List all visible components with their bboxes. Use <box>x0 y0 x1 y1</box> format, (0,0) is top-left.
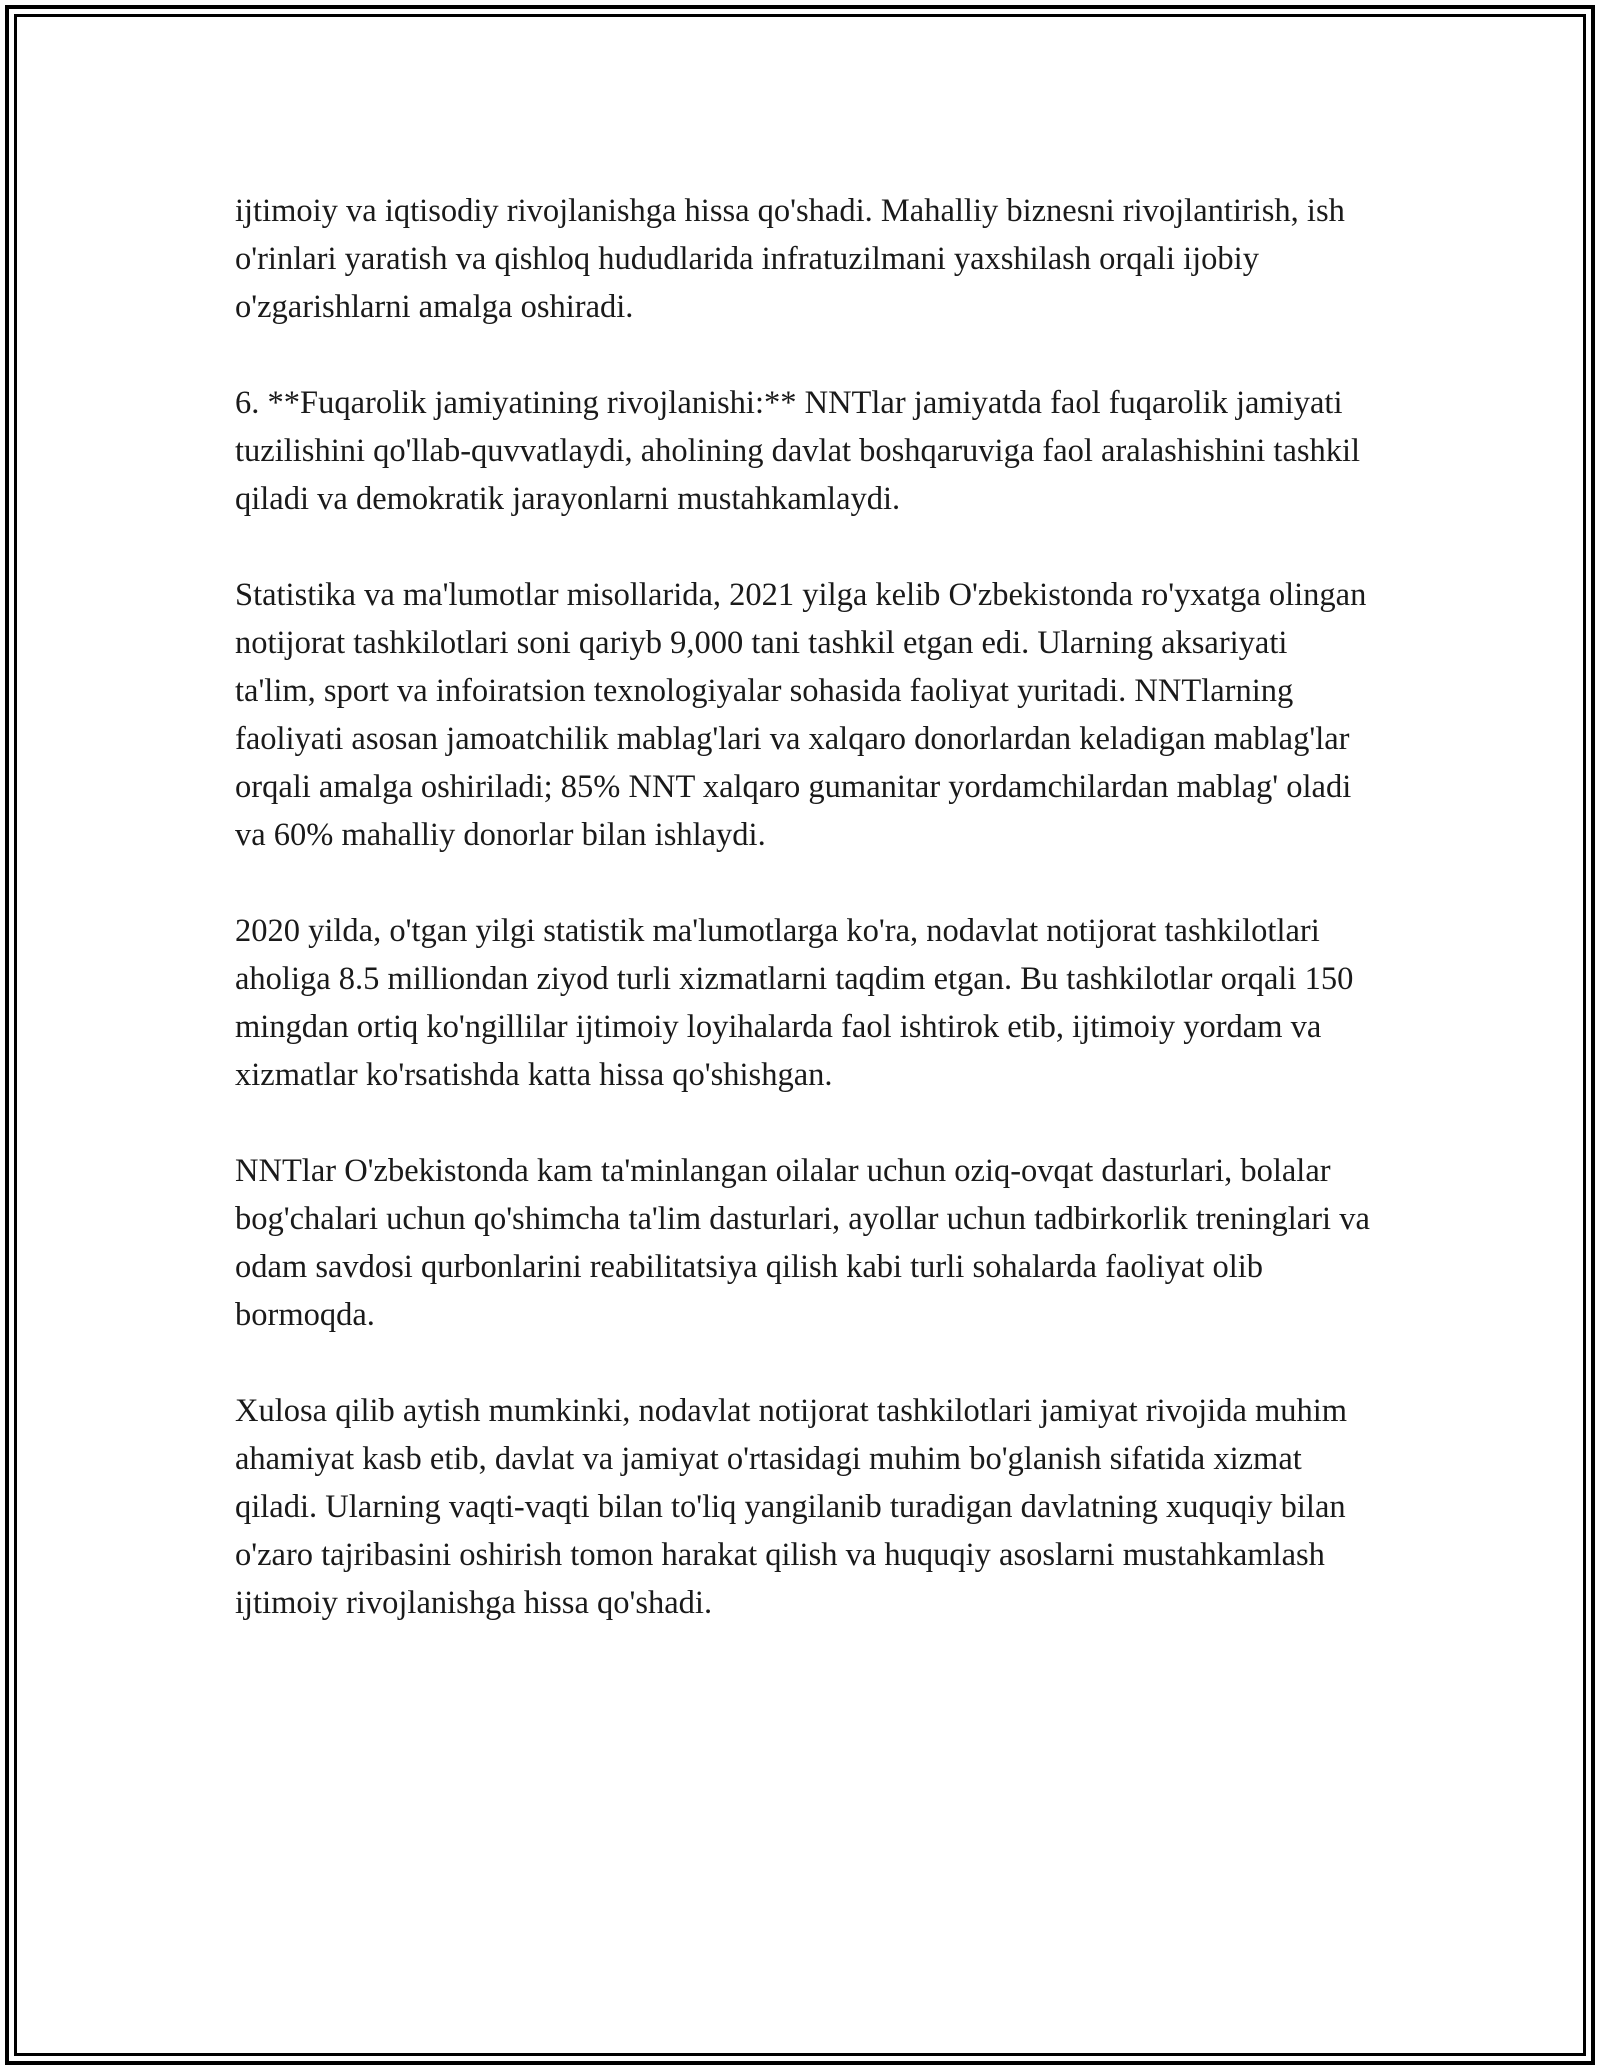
document-body <box>235 187 1375 1627</box>
paragraph-civil-society: 6. **Fuqarolik jamiyatining rivojlanishi:** NNTlar jamiyatda faol fuqarolik jamiyati tuzilishini qo'llab-quvvatlaydi, aholining davlat boshqaruviga faol aralashishini tashkil qiladi va demokratik jarayonlarni mustahkamlaydi. <box>235 385 1361 517</box>
paragraph-programs: NNTlar O'zbekistonda kam ta'minlangan oilalar uchun oziq-ovqat dasturlari, bolalar bog'chalari uchun qo'shimcha ta'lim dasturlari, ayollar uchun tadbirkorlik treninglari va odam savdosi qurbonlarini reabilitatsiya qilish kabi turli sohalarda faoliyat olib bormoqda. <box>235 1153 1370 1333</box>
paragraph-statistics-2020: 2020 yilda, o'tgan yilgi statistik ma'lumotlarga ko'ra, nodavlat notijorat tashkilotlari aholiga 8.5 milliondan ziyod turli xizmatlarni taqdim etgan. Bu tashkilotlar orqali 150 mingdan ortiq ko'ngillilar ijtimoiy loyihalarda faol ishtirok etib, ijtimoiy yordam va xizmatlar ko'rsatishda katta hissa qo'shishgan. <box>235 913 1354 1093</box>
paragraph-economic-development: ijtimoiy va iqtisodiy rivojlanishga hissa qo'shadi. Mahalliy biznesni rivojlantirish, ish o'rinlari yaratish va qishloq hududlarida infratuzilmani yaxshilash orqali ijobiy o'zgarishlarni amalga oshiradi. <box>235 193 1345 325</box>
paragraph-statistics-2021: Statistika va ma'lumotlar misollarida, 2021 yilga kelib O'zbekistonda ro'yxatga olingan notijorat tashkilotlari soni qariyb 9,000 tani tashkil etgan edi. Ularning aksariyati ta'lim, sport va infoiratsion texnologiyalar sohasida faoliyat yuritadi. NNTlarning faoliyati asosan jamoatchilik mablag'lari va xalqaro donorlardan keladigan mablag'lar orqali amalga oshiriladi; 85% NNT xalqaro gumanitar yordamchilardan mablag' oladi va 60% mahalliy donorlar bilan ishlaydi. <box>235 577 1367 853</box>
paragraph-conclusion: Xulosa qilib aytish mumkinki, nodavlat notijorat tashkilotlari jamiyat rivojida muhim ahamiyat kasb etib, davlat va jamiyat o'rtasidagi muhim bo'glanish sifatida xizmat qiladi. Ularning vaqti-vaqti bilan to'liq yangilanib turadigan davlatning xuquqiy bilan o'zaro tajribasini oshirish tomon harakat qilish va huquqiy asoslarni mustahkamlash ijtimoiy rivojlanishga hissa qo'shadi. <box>235 1393 1348 1621</box>
